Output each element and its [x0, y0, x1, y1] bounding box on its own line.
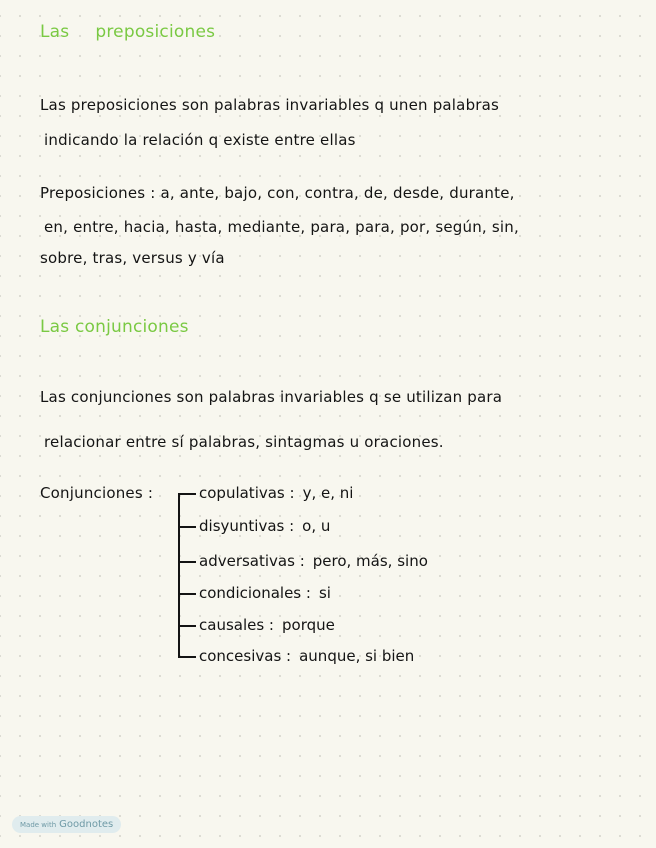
conjuncion-type-concesivas: [199, 647, 414, 665]
preposiciones-list-line-1: Preposiciones : a, ante, bajo, con, contra, de, desde, durante,: [40, 184, 515, 202]
conjunciones-label: Conjunciones :: [40, 484, 154, 502]
bracket-tick: [178, 561, 196, 563]
conjuncion-type-disyuntivas: [199, 517, 330, 535]
conjuncion-type-values: aunque, si bien: [299, 647, 415, 665]
conjunciones-bracket: [178, 493, 194, 656]
title-word-preposiciones: preposiciones: [95, 22, 216, 42]
preposiciones-list-line-3: sobre, tras, versus y vía: [40, 249, 225, 267]
conjuncion-type-values: pero, más, sino: [312, 552, 428, 570]
definition-line-2: indicando la relación q existe entre ellas: [44, 131, 356, 149]
conjuncion-type-name: concesivas :: [199, 647, 292, 665]
conjuncion-type-values: y, e, ni: [302, 484, 354, 502]
bracket-tick: [178, 493, 196, 495]
definition-line-1: Las preposiciones son palabras invariables q unen palabras: [40, 96, 500, 114]
conjunciones-heading: Las conjunciones: [40, 317, 189, 337]
page-title: [40, 22, 215, 42]
conjuncion-type-values: si: [318, 584, 331, 602]
conjuncion-type-name: disyuntivas :: [199, 517, 295, 535]
conjuncion-type-name: condicionales :: [199, 584, 311, 602]
conjuncion-type-name: copulativas :: [199, 484, 295, 502]
bracket-tick: [178, 593, 196, 595]
title-word-las: Las: [40, 22, 70, 42]
conjuncion-type-values: porque: [282, 616, 335, 634]
conjunciones-definition-line-1: Las conjunciones son palabras invariables q se utilizan para: [40, 388, 503, 406]
conjuncion-type-values: o, u: [302, 517, 331, 535]
bracket-tick: [178, 625, 196, 627]
conjuncion-type-copulativas: [199, 484, 353, 502]
goodnotes-badge[interactable]: [12, 816, 121, 833]
preposiciones-list-line-2: en, entre, hacia, hasta, mediante, para, para, por, según, sin,: [44, 218, 519, 236]
conjuncion-type-name: causales :: [199, 616, 274, 634]
bracket-tick: [178, 656, 196, 658]
conjunciones-definition-line-2: relacionar entre sí palabras, sintagmas u oraciones.: [44, 433, 444, 451]
badge-prefix: Made with: [20, 821, 57, 829]
conjuncion-type-causales: [199, 616, 335, 634]
badge-brand: Goodnotes: [59, 819, 114, 830]
conjuncion-type-name: adversativas :: [199, 552, 305, 570]
conjuncion-type-condicionales: [199, 584, 331, 602]
conjuncion-type-adversativas: [199, 552, 428, 570]
bracket-tick: [178, 526, 196, 528]
